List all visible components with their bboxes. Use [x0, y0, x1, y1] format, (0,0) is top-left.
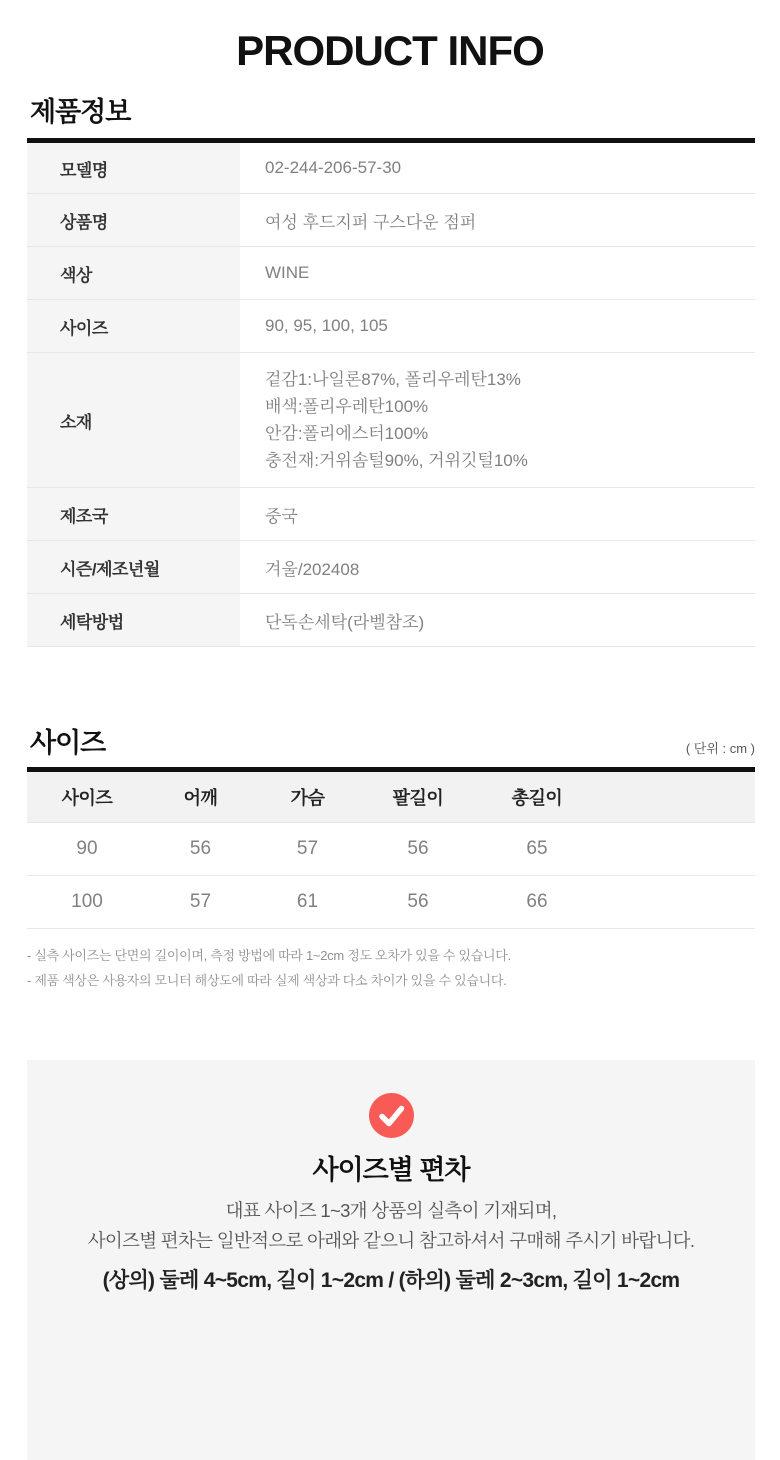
row-label-model: 모델명	[27, 141, 240, 194]
size-col-header: 가슴	[254, 770, 361, 823]
size-notes	[27, 943, 755, 993]
note-line: - 실측 사이즈는 단면의 길이이며, 측정 방법에 따라 1~2cm 정도 오차가 있을 수 있습니다.	[27, 948, 511, 963]
table-row	[27, 488, 755, 541]
deviation-emphasis-line: (상의) 둘레 4~5cm, 길이 1~2cm / (하의) 둘레 2~3cm, 길이 1~2cm	[102, 1269, 680, 1292]
row-label-color: 색상	[27, 247, 240, 300]
size-col-header: 사이즈	[27, 770, 147, 823]
row-label-origin: 제조국	[27, 488, 240, 541]
size-cell: 56	[361, 823, 475, 876]
page-title: PRODUCT INFO	[236, 27, 544, 74]
table-row	[27, 541, 755, 594]
row-label-material: 소재	[27, 353, 240, 488]
size-cell: 56	[361, 876, 475, 929]
row-label-size: 사이즈	[27, 300, 240, 353]
size-section-title: 사이즈	[30, 728, 106, 758]
size-table-header-row	[27, 770, 755, 823]
product-info-section-header	[30, 96, 755, 128]
size-section-header	[30, 727, 755, 759]
table-row	[27, 594, 755, 647]
deviation-line: 사이즈별 편차는 일반적으로 아래와 같으니 참고하셔서 구매해 주시기 바랍니다.	[87, 1230, 695, 1251]
row-label-season: 시즌/제조년월	[27, 541, 240, 594]
size-cell: 90	[27, 823, 147, 876]
table-row	[27, 353, 755, 488]
size-cell: 57	[147, 876, 254, 929]
size-cell-filler	[599, 823, 755, 876]
row-value-product-name: 여성 후드지퍼 구스다운 점퍼	[240, 194, 755, 247]
row-value-size: 90, 95, 100, 105	[240, 300, 755, 353]
material-line: 안감:폴리에스터100%	[265, 424, 429, 443]
unit-label: ( 단위 : cm )	[685, 741, 755, 756]
row-value-model: 02-244-206-57-30	[240, 141, 755, 194]
row-value-wash: 단독손세탁(라벨참조)	[240, 594, 755, 647]
row-value-season: 겨울/202408	[240, 541, 755, 594]
size-col-filler	[599, 770, 755, 823]
check-icon	[27, 1093, 755, 1138]
size-cell: 100	[27, 876, 147, 929]
material-line: 배색:폴리우레탄100%	[265, 397, 429, 416]
material-line: 겉감1:나일론87%, 폴리우레탄13%	[265, 370, 521, 389]
material-line: 충전재:거위솜털90%, 거위깃털10%	[265, 451, 528, 470]
row-label-wash: 세탁방법	[27, 594, 240, 647]
table-row	[27, 247, 755, 300]
row-value-color: WINE	[240, 247, 755, 300]
row-value-material	[240, 353, 755, 488]
note-line: - 제품 색상은 사용자의 모니터 해상도에 따라 실제 색상과 다소 차이가 있을 수 있습니다.	[27, 973, 507, 988]
size-table-row	[27, 876, 755, 929]
table-row	[27, 194, 755, 247]
deviation-line: 대표 사이즈 1~3개 상품의 실측이 기재되며,	[225, 1200, 557, 1221]
size-col-header: 총길이	[475, 770, 599, 823]
product-info-table	[27, 138, 755, 647]
size-cell: 61	[254, 876, 361, 929]
row-value-origin: 중국	[240, 488, 755, 541]
row-label-product-name: 상품명	[27, 194, 240, 247]
size-cell: 65	[475, 823, 599, 876]
size-col-header: 어깨	[147, 770, 254, 823]
size-table	[27, 767, 755, 929]
size-cell: 66	[475, 876, 599, 929]
size-table-row	[27, 823, 755, 876]
deviation-description	[27, 1196, 755, 1256]
table-row	[27, 300, 755, 353]
deviation-title: 사이즈별 편차	[312, 1155, 470, 1185]
size-cell: 57	[254, 823, 361, 876]
product-info-section-title: 제품정보	[30, 97, 131, 127]
table-row	[27, 141, 755, 194]
size-cell-filler	[599, 876, 755, 929]
size-cell: 56	[147, 823, 254, 876]
size-deviation-panel	[27, 1060, 755, 1460]
size-col-header: 팔길이	[361, 770, 475, 823]
